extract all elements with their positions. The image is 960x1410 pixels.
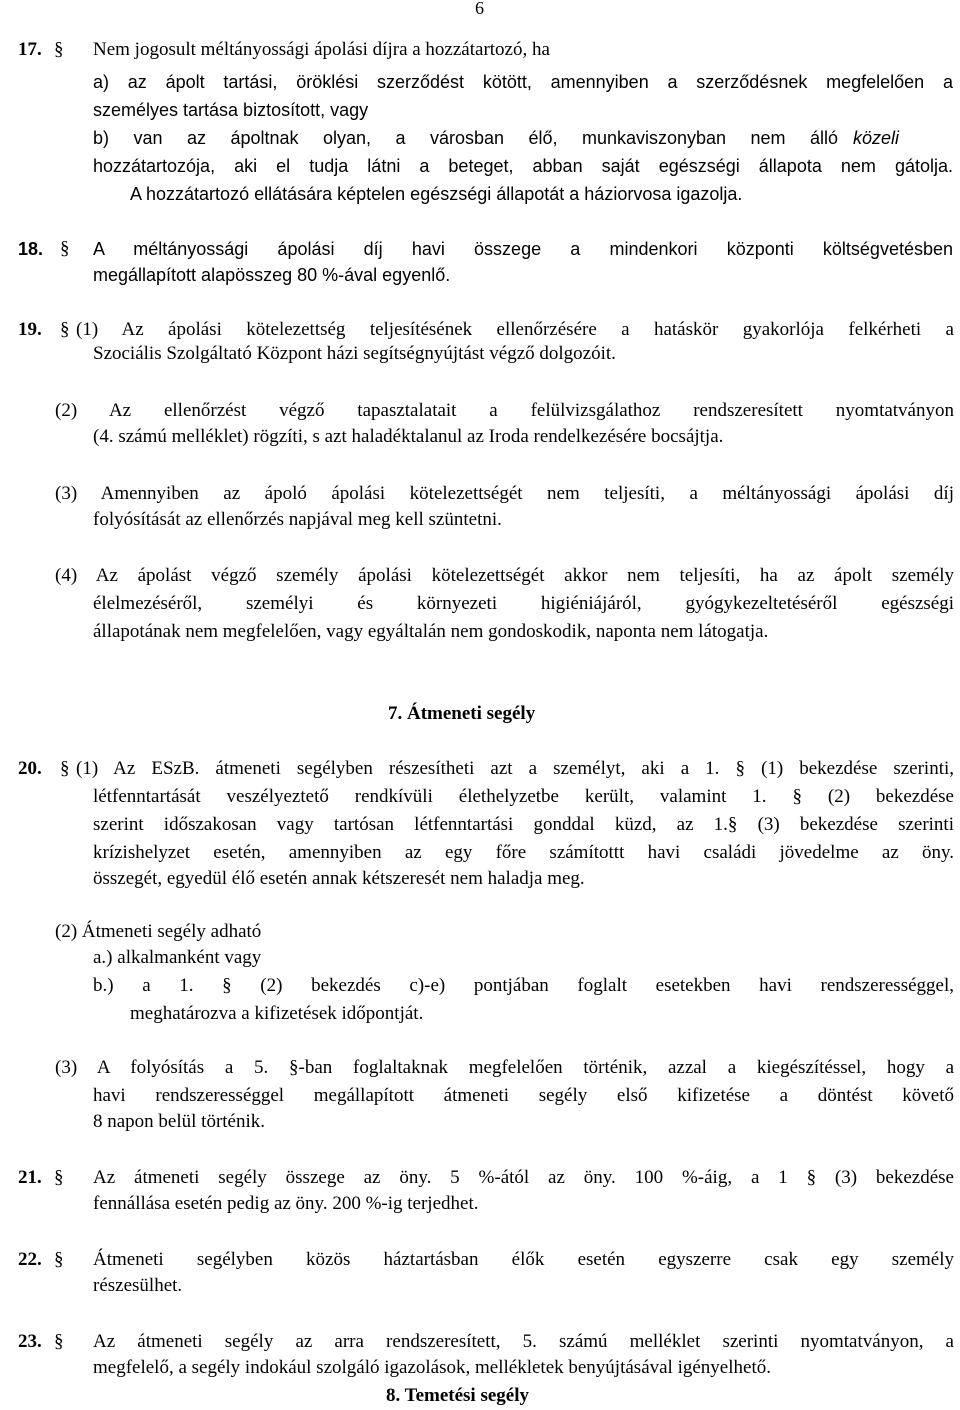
p17-line: hozzátartozója, aki el tudja látni a beteget, abban saját egészségi állapota nem gátolja. (93, 156, 953, 176)
p19-s4-line: (4) Az ápolást végző személy ápolási kötelezettségét akkor nem teljesíti, ha az ápolt személy (55, 565, 954, 586)
p17-line: A hozzátartozó ellátására képtelen egészségi állapotát a háziorvosa igazolja. (130, 184, 743, 204)
page-number: 6 (475, 0, 484, 18)
p17-line-b (93, 126, 953, 150)
p17-line: Nem jogosult méltányossági ápolási díjra a hozzátartozó, ha (93, 39, 550, 60)
section-sign: § (60, 319, 70, 340)
p19-s2-line: (2) Az ellenőrzést végző tapasztalatait a felülvizsgálathoz rendszeresített nyomtatványon (55, 400, 954, 421)
paragraph-number-20: 20. (18, 758, 42, 779)
section-heading-8: 8. Temetési segély (386, 1385, 530, 1406)
section-sign: § (54, 1249, 64, 1270)
p20-s2-b: b.) a 1. § (2) bekezdés c)-e) pontjában foglalt esetekben havi rendszerességgel, (93, 975, 954, 996)
p17-line: személyes tartása biztosított, vagy (93, 100, 369, 120)
section-sign: § (60, 238, 70, 259)
p19-s3-line: folyósítását az ellenőrzés napjával meg kell szüntetni. (93, 509, 502, 530)
p19-line: (1) Az ápolási kötelezettség teljesítésének ellenőrzésére a hatáskör gyakorlója felkérheti a (76, 319, 954, 340)
section-sign: § (54, 1167, 64, 1188)
p20-line: szerint időszakosan vagy tartósan létfenntartási gonddal küzd, az 1.§ (3) bekezdése szerinti (93, 814, 954, 835)
p20-s2-title: (2) Átmeneti segély adható (55, 921, 262, 942)
p17-line: a) az ápolt tartási, öröklési szerződést kötött, amennyiben a szerződésnek megfelelően a (93, 72, 953, 92)
p21-line: fennállása esetén pedig az öny. 200 %-ig terjedhet. (93, 1193, 479, 1214)
p20-line: krízishelyzet esetén, amennyiben az egy főre számítottt havi családi jövedelme az öny. (93, 842, 954, 863)
section-heading-7: 7. Átmeneti segély (388, 703, 536, 724)
p20-s3-line: (3) A folyósítás a 5. §-ban foglaltaknak megfelelően történik, azzal a kiegészítéssel, hogy a (55, 1057, 954, 1078)
paragraph-number-18: 18. (18, 239, 44, 259)
p20-line: (1) Az ESzB. átmeneti segélyben részesítheti azt a személyt, aki a 1. § (1) bekezdése szerinti, (76, 758, 954, 779)
p20-s3-line: havi rendszerességgel megállapított átmeneti segély első kifizetése a döntést követő (93, 1085, 954, 1106)
paragraph-number-21: 21. (18, 1167, 42, 1188)
section-sign: § (54, 1331, 64, 1352)
p21-line: Az átmeneti segély összege az öny. 5 %-ától az öny. 100 %-áig, a 1 § (3) bekezdése (93, 1167, 954, 1188)
p20-s2-a: a.) alkalmanként vagy (93, 947, 262, 968)
p19-line: Szociális Szolgáltató Központ házi segítségnyújtást végző dolgozóit. (93, 343, 616, 364)
section-sign: § (54, 39, 64, 60)
p20-line: létfenntartását veszélyeztető rendkívüli élethelyzetbe került, valamint 1. § (2) bekezdése (93, 786, 954, 807)
paragraph-number-22: 22. (18, 1249, 42, 1270)
italic-word: közeli (853, 128, 900, 148)
p22-line: Átmeneti segélyben közös háztartásban élők esetén egyszerre csak egy személy (93, 1249, 954, 1270)
p23-line: Az átmeneti segély az arra rendszeresített, 5. számú melléklet szerinti nyomtatványon, a (93, 1331, 954, 1352)
p20-s3-line: 8 napon belül történik. (93, 1111, 266, 1132)
p22-line: részesülhet. (93, 1275, 183, 1296)
p19-s4-line: állapotának nem megfelelően, vagy egyáltalán nem gondoskodik, naponta nem látogatja. (93, 621, 769, 642)
paragraph-number-19: 19. (18, 319, 42, 340)
paragraph-number-17: 17. (18, 39, 42, 60)
p19-s3-line: (3) Amennyiben az ápoló ápolási kötelezettségét nem teljesíti, a méltányossági ápolási díj (55, 483, 954, 504)
section-sign: § (60, 758, 70, 779)
paragraph-number-23: 23. (18, 1331, 42, 1352)
p18-line: A méltányossági ápolási díj havi összege a mindenkori központi költségvetésben (93, 239, 953, 259)
p19-s4-line: élelmezéséről, személyi és környezeti higiéniájáról, gyógykezeltetéséről egészségi (93, 593, 954, 614)
p20-line: összegét, egyedül élő esetén annak kétszeresét nem haladja meg. (93, 868, 585, 889)
p17-line-b-text: b) van az ápoltnak olyan, a városban élő, munkaviszonyban nem álló (93, 128, 838, 148)
p23-line: megfelelő, a segély indokául szolgáló igazolások, mellékletek benyújtásával igényelhető. (93, 1357, 771, 1378)
p18-line: megállapított alapösszeg 80 %-ával egyenlő. (93, 265, 451, 285)
p19-s2-line: (4. számú melléklet) rögzíti, s azt haladéktalanul az Iroda rendelkezésére bocsájtja. (93, 426, 724, 447)
p20-s2-b: meghatározva a kifizetések időpontját. (130, 1003, 424, 1024)
